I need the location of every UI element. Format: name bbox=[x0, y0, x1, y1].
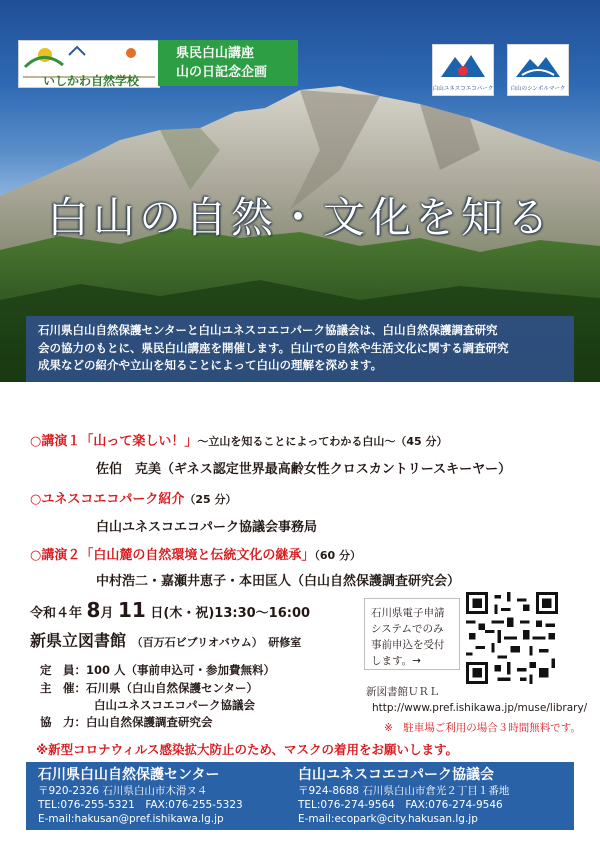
venue-room: 研修室 bbox=[268, 636, 302, 649]
lecture1-heading bbox=[30, 430, 447, 449]
online-note-4: します。→ bbox=[371, 655, 421, 667]
weekday: (木・祝) bbox=[163, 606, 215, 621]
event-date bbox=[30, 598, 310, 622]
venue-name: 新県立図書館 bbox=[30, 631, 127, 650]
series-name: 県民白山講座 bbox=[176, 46, 255, 61]
capacity-row bbox=[40, 662, 275, 678]
intro-box bbox=[26, 316, 574, 382]
online-note-1: 石川県電子申請 bbox=[371, 607, 445, 619]
org2-contact bbox=[298, 766, 509, 826]
venue-nickname: （百万石ビブリオバウム） bbox=[131, 636, 263, 649]
lecture1-speaker: 佐伯 克美（ギネス認定世界最高齢女性クロスカントリースキーヤー） bbox=[96, 462, 512, 477]
event-series-box bbox=[158, 40, 298, 86]
time: 13:30～16:00 bbox=[214, 606, 311, 621]
org2-tel: TEL:076-274-9564 FAX:076-274-9546 bbox=[298, 799, 503, 811]
cooperation-row bbox=[40, 714, 213, 730]
org1-tel: TEL:076-255-5321 FAX:076-255-5323 bbox=[38, 799, 243, 811]
capacity-label: 定 員： bbox=[40, 663, 86, 677]
org1-address: 〒920-2326 石川県白山市木滑ヌ４ bbox=[38, 785, 208, 797]
symbol-mark-icon bbox=[508, 45, 568, 95]
online-application-note bbox=[364, 598, 460, 670]
org1-name: 石川県白山自然保護センター bbox=[38, 767, 220, 783]
hakusan-symbol-mark bbox=[507, 44, 569, 96]
library-url[interactable]: http://www.pref.ishikawa.jp/muse/library/ bbox=[372, 702, 588, 714]
ecopark-emblem-icon bbox=[433, 45, 493, 95]
cooperation-value: 白山自然保護調査研究会 bbox=[86, 715, 213, 729]
nature-school-logo-icon bbox=[19, 41, 159, 87]
organizer-1: 石川県（白山自然保護センター） bbox=[86, 681, 259, 695]
day-unit: 日 bbox=[150, 606, 164, 621]
org2-email[interactable]: E-mail:ecopark@city.hakusan.lg.jp bbox=[298, 813, 478, 825]
lecture1-title: ○講演１「山って楽しい！」 bbox=[30, 434, 198, 449]
ecopark-intro-speaker: 白山ユネスコエコパーク協議会事務局 bbox=[96, 520, 318, 535]
lecture2-title: ○講演２「白山麓の自然環境と伝統文化の継承」 bbox=[30, 548, 315, 563]
organizer-label: 主 催： bbox=[40, 681, 86, 695]
parking-note: ※ 駐車場ご利用の場合３時間無料です。 bbox=[384, 722, 581, 734]
ecopark-intro-duration: （25 分） bbox=[184, 493, 237, 506]
ecopark-intro-heading bbox=[30, 488, 236, 507]
contact-footer bbox=[26, 762, 574, 830]
library-url-label: 新図書館ＵＲＬ bbox=[366, 686, 440, 698]
era: 令和４年 bbox=[30, 606, 83, 621]
organizer-2: 白山ユネスコエコパーク協議会 bbox=[94, 698, 255, 712]
org1-email[interactable]: E-mail:hakusan@pref.ishikawa.lg.jp bbox=[38, 813, 224, 825]
capacity-value: 100 人（事前申込可・参加費無料） bbox=[86, 663, 276, 677]
org1-contact bbox=[38, 766, 243, 826]
lecture1-subtitle: ～立山を知ることによってわかる白山～（45 分） bbox=[197, 435, 448, 448]
lecture2-heading bbox=[30, 544, 361, 563]
main-title: 白山の自然・文化を知る bbox=[46, 193, 553, 242]
hero-mountain-photo bbox=[0, 0, 600, 382]
online-note-2: システムでのみ bbox=[371, 623, 444, 635]
intro-line-2: 会の協力のもとに、県民白山講座を開催します。白山での自然や生活文化に関する調査研究 bbox=[38, 340, 509, 355]
lecture2-speaker: 中村浩二・嘉瀬井恵子・本田匡人（白山自然保護調査研究会） bbox=[96, 574, 461, 589]
intro-line-3: 成果などの紹介や立山を知ることによって白山の理解を深めます。 bbox=[38, 358, 383, 372]
emblem2-caption: 白山のシンボルマーク bbox=[510, 86, 566, 92]
lecture2-duration: （60 分） bbox=[314, 549, 361, 562]
online-note-3: 事前申込を受付 bbox=[371, 639, 445, 651]
month-unit: 月 bbox=[100, 606, 114, 621]
logo-text: いしかわ自然学校 bbox=[43, 74, 140, 87]
org2-name: 白山ユネスコエコパーク協議会 bbox=[298, 767, 494, 783]
covid-notice: ※新型コロナウィルス感染拡大防止のため、マスクの着用をお願いします。 bbox=[36, 742, 459, 757]
event-type: 山の日記念企画 bbox=[176, 65, 268, 80]
intro-line-1: 石川県白山自然保護センターと白山ユネスコエコパーク協議会は、白山自然保護調査研究 bbox=[38, 323, 498, 337]
org2-address: 〒924-8688 石川県白山市倉光２丁目１番地 bbox=[298, 785, 510, 797]
emblem1-caption: 白山ユネスコエコパーク bbox=[433, 86, 493, 92]
unesco-ecopark-emblem bbox=[432, 44, 494, 96]
month: 8 bbox=[86, 598, 101, 622]
venue bbox=[30, 628, 301, 651]
cooperation-label: 協 力： bbox=[40, 715, 86, 729]
ecopark-intro-title: ○ユネスコエコパーク紹介 bbox=[30, 492, 185, 507]
ishikawa-nature-school-logo bbox=[18, 40, 160, 88]
organizer-row bbox=[40, 680, 258, 696]
qr-code-icon[interactable] bbox=[466, 592, 558, 684]
day: 11 bbox=[118, 598, 146, 622]
